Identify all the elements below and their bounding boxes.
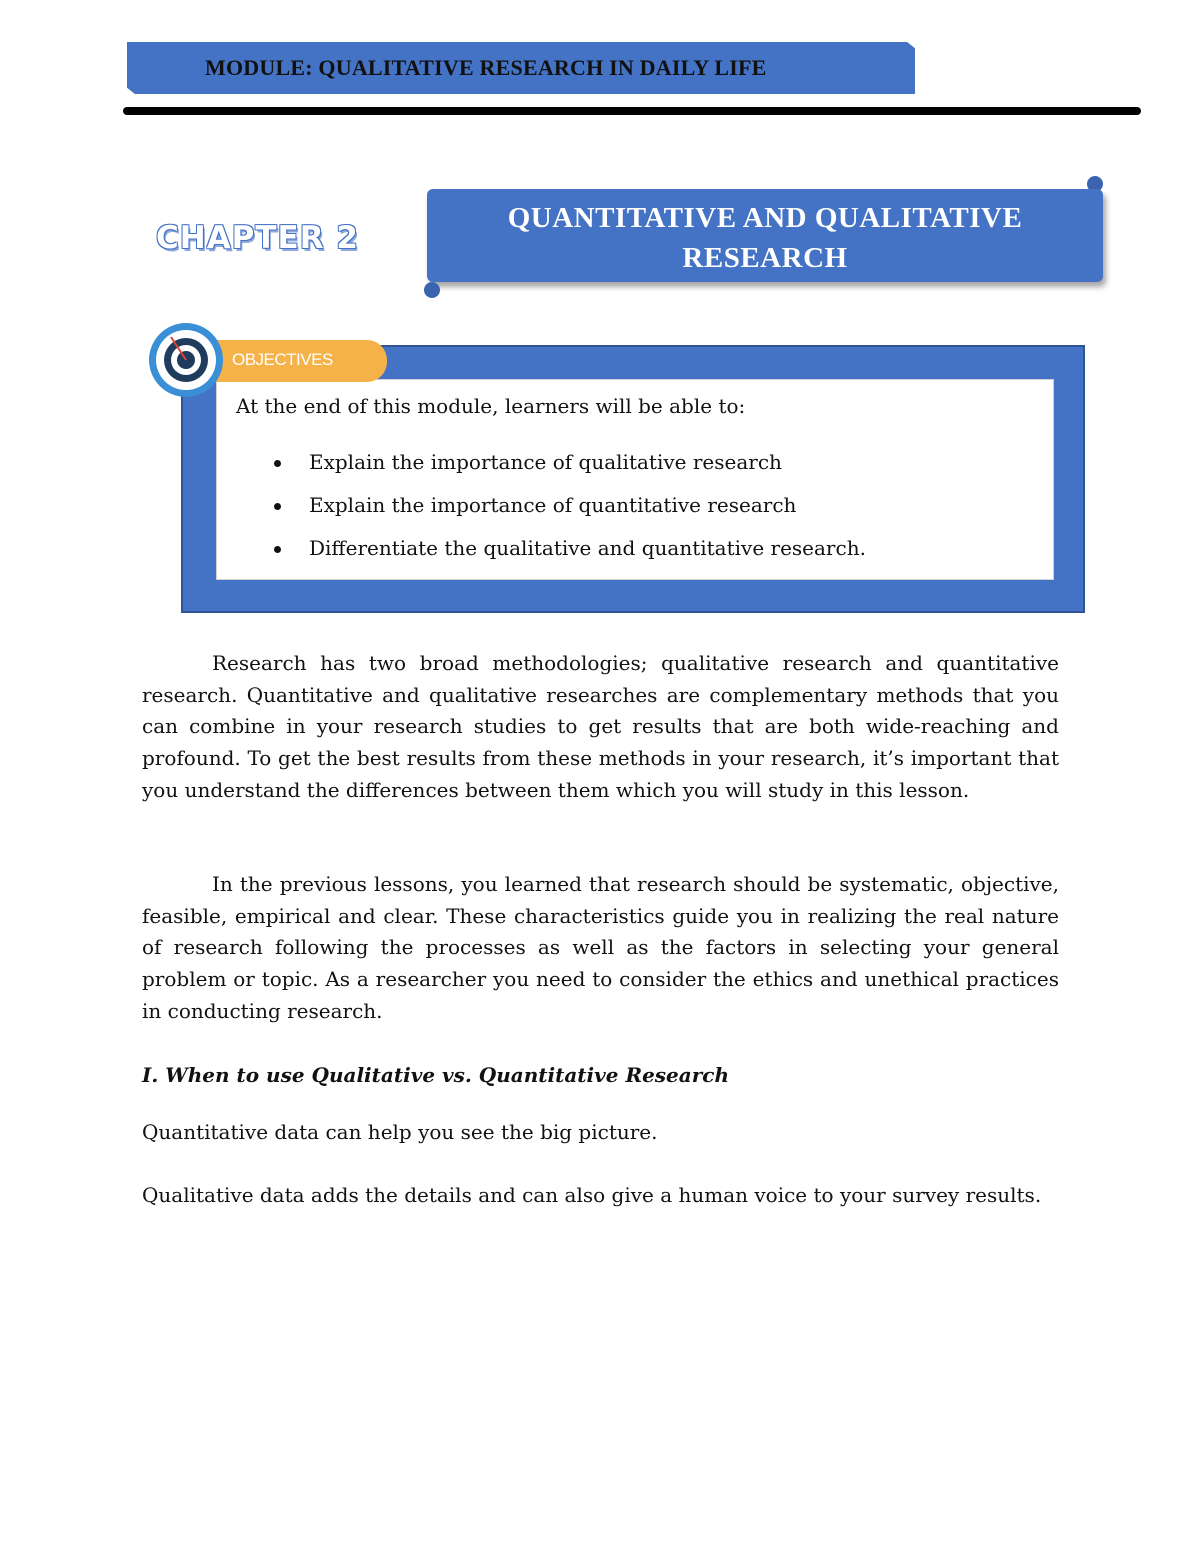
chapter-label: CHAPTER 2 bbox=[156, 220, 359, 256]
target-icon bbox=[147, 321, 225, 399]
body-line-1: Quantitative data can help you see the big picture. bbox=[142, 1120, 658, 1144]
body-paragraph-2: In the previous lessons, you learned that research should be systematic, objective, feasible, empirical and clear. These characteristics guide you in realizing the real nature of research following the processes as well as the factors in selecting your general problem or topic. As a researcher you need to consider the ethics and unethical practices in conducting research. bbox=[142, 872, 1059, 1023]
objective-item: Differentiate the qualitative and quantitative research. bbox=[272, 536, 866, 579]
chapter-title bbox=[427, 198, 1103, 278]
objectives-intro: At the end of this module, learners will be able to: bbox=[236, 394, 746, 418]
objectives-tab-label: OBJECTIVES bbox=[232, 350, 333, 369]
chapter-title-line1: QUANTITATIVE AND QUALITATIVE bbox=[507, 202, 1023, 234]
objectives-list bbox=[272, 450, 866, 579]
section-heading: I. When to use Qualitative vs. Quantitative Research bbox=[142, 1063, 729, 1087]
module-title: MODULE: QUALITATIVE RESEARCH IN DAILY LIFE bbox=[205, 55, 767, 80]
body-paragraph-1: Research has two broad methodologies; qualitative research and quantitative research. Quantitative and qualitative researches are complementary methods that you can combine in your research studies to get results that are both wide-reaching and profound. To get the best results from these methods in your research, it’s important that you understand the differences between them which you will study in this lesson. bbox=[142, 651, 1059, 802]
objective-item: Explain the importance of quantitative research bbox=[272, 493, 866, 536]
chapter-title-line2: RESEARCH bbox=[682, 242, 848, 274]
scroll-knob-bottom bbox=[424, 282, 440, 298]
header-rule bbox=[123, 107, 1141, 115]
body-line-2: Qualitative data adds the details and can also give a human voice to your survey results. bbox=[142, 1183, 1042, 1207]
objective-item: Explain the importance of qualitative research bbox=[272, 450, 866, 493]
